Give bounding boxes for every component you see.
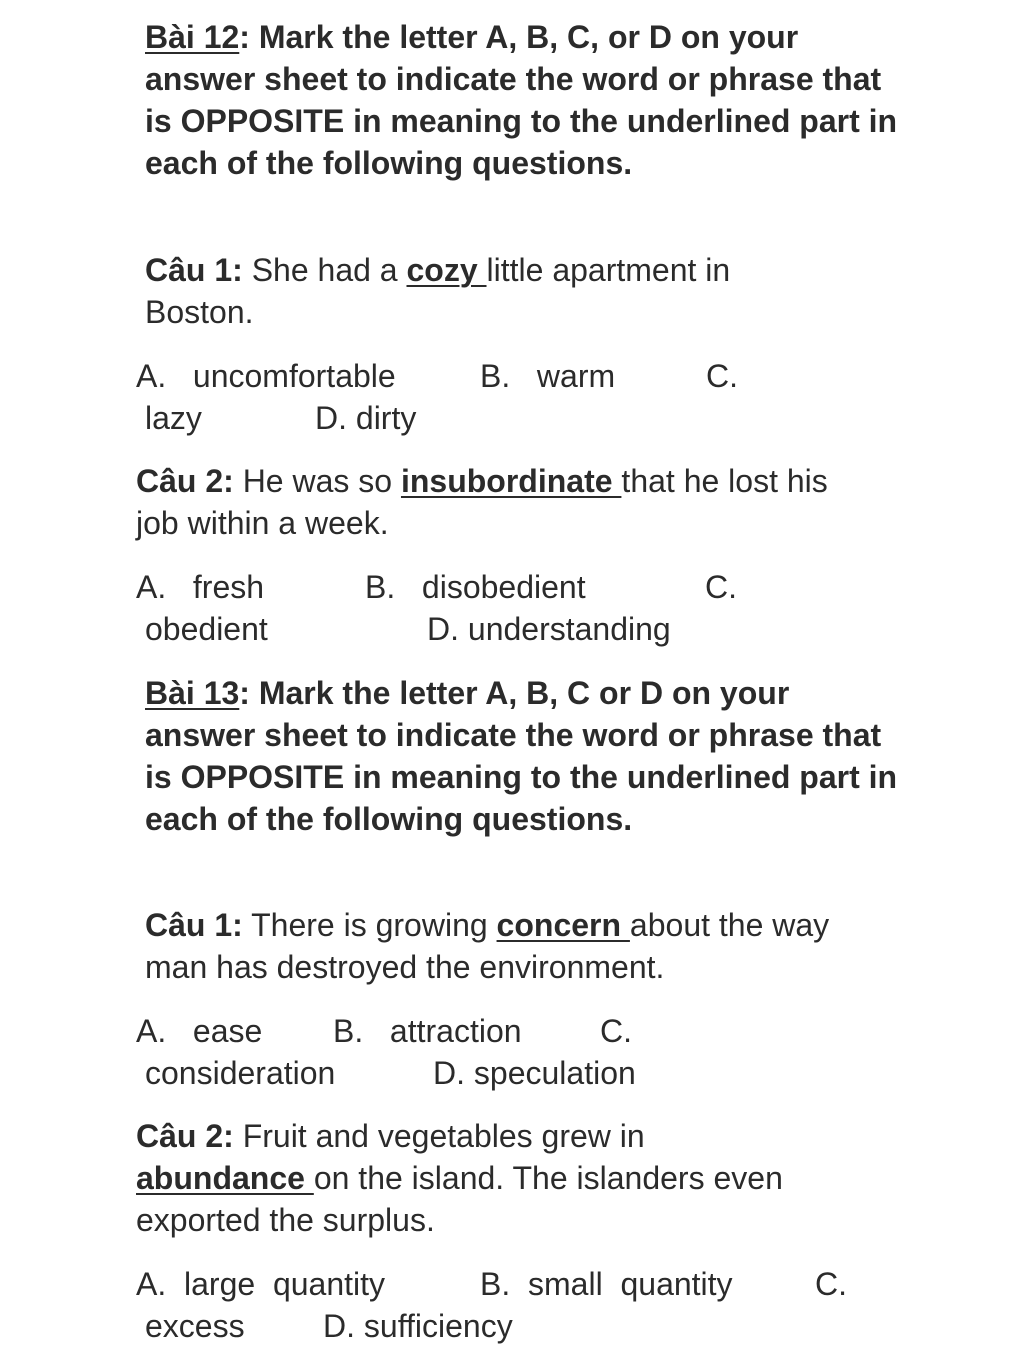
section-heading-bai-13 <box>136 672 905 840</box>
section-instruction: : Mark the letter A, B, C or D on your answer sheet to indicate the word or phrase that is OPPOSITE in meaning to the underlined part in each of the following questions. <box>145 675 898 837</box>
option-a: A. fresh <box>136 569 265 605</box>
underlined-word: abundance <box>136 1160 314 1196</box>
option-d: D. sufficiency <box>323 1308 513 1344</box>
option-b: B. small quantity <box>480 1266 733 1302</box>
underlined-word: cozy <box>406 252 487 288</box>
option-c-text: lazy <box>145 400 202 436</box>
question-label: Câu 2: <box>136 463 234 499</box>
question-label: Câu 2: <box>136 1118 234 1154</box>
question-text: Câu 2: He was so insubordinate that he lost his job within a week. <box>136 463 828 541</box>
section-label: Bài 13 <box>145 675 240 711</box>
option-c-letter: C. <box>600 1013 632 1049</box>
option-c-text: obedient <box>145 611 268 647</box>
option-b: B. attraction <box>333 1013 522 1049</box>
question-label: Câu 1: <box>145 252 243 288</box>
option-a: A. uncomfortable <box>136 358 396 394</box>
option-a: A. ease <box>136 1013 263 1049</box>
option-c-letter: C. <box>815 1266 847 1302</box>
option-c-letter: C. <box>706 358 738 394</box>
underlined-word: insubordinate <box>400 463 622 499</box>
question-text: Câu 2: Fruit and vegetables grew in abundance on the island. The islanders even exported the surplus. <box>136 1118 783 1238</box>
option-d: D. dirty <box>315 400 417 436</box>
section-heading-bai-12 <box>136 16 905 184</box>
section-label: Bài 12 <box>145 19 240 55</box>
question-text: Câu 1: There is growing concern about the way man has destroyed the environment. <box>145 907 830 985</box>
question-label: Câu 1: <box>145 907 243 943</box>
option-b: B. disobedient <box>365 569 586 605</box>
option-d: D. understanding <box>427 611 671 647</box>
option-c-text: excess <box>145 1308 245 1344</box>
section-instruction: : Mark the letter A, B, C, or D on your answer sheet to indicate the word or phrase that is OPPOSITE in meaning to the underlined part in each of the following questions. <box>145 19 898 181</box>
option-d: D. speculation <box>433 1055 636 1091</box>
option-a: A. large quantity <box>136 1266 386 1302</box>
question-text: Câu 1: She had a cozy little apartment in Boston. <box>145 252 731 330</box>
underlined-word: concern <box>496 907 630 943</box>
option-c-text: consideration <box>145 1055 336 1091</box>
option-c-letter: C. <box>705 569 737 605</box>
option-b: B. warm <box>480 358 616 394</box>
